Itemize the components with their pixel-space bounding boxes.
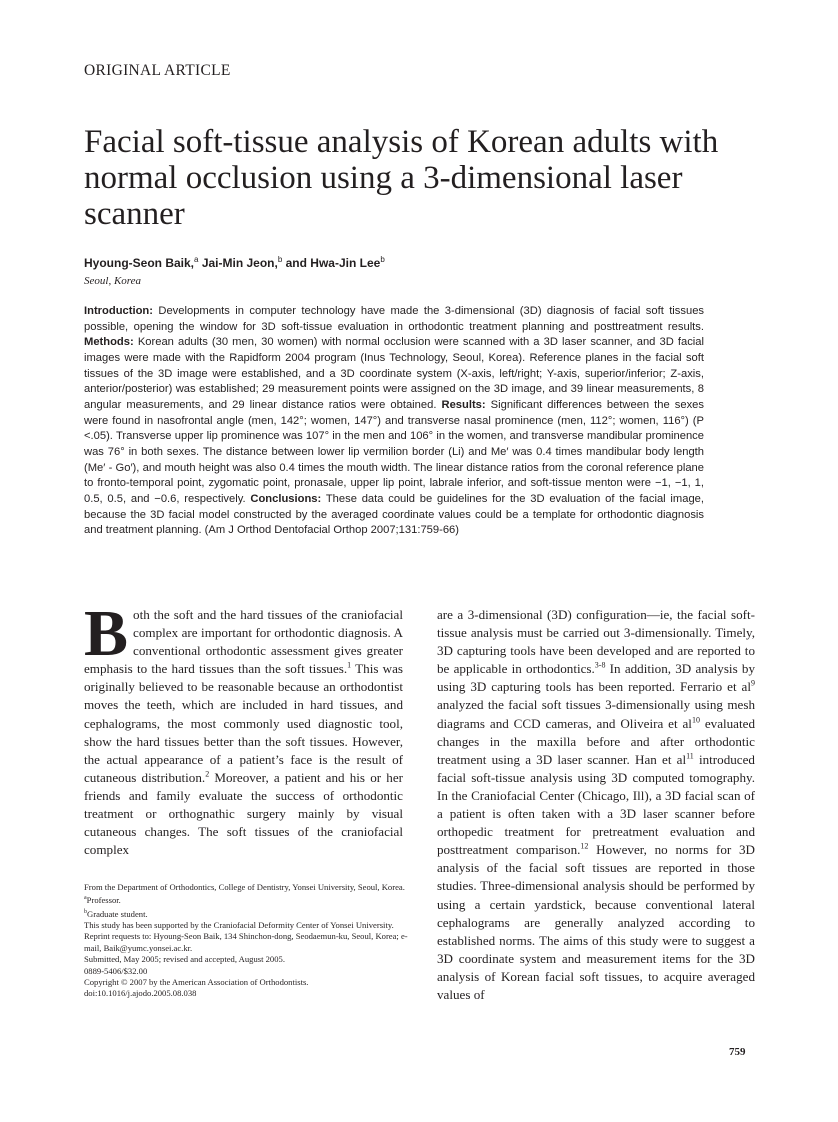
author-name: and Hwa-Jin Lee — [285, 256, 381, 270]
abstract-intro-text: Developments in computer technology have made the 3-dimensional (3D) diagnosis of facial soft tissues possible, opening the window for 3D soft-tissue evaluation in orthodontic treatment planning and posttreatment results. — [84, 305, 705, 333]
abstract-results-text: Significant differences between the sexes were found in nasofrontal angle (men, 142°; women, 147°) and transverse nasal prominence (men, 112°; women, 116°) (P <.05). Transverse upper lip prominence was 107° in the men and 106° in the women, and transverse mandibular prominence was 76° in both sexes. The distance between lower lip vermilion border (Li) and Me′ was 0.4 times mandibular body length (Me′ - Go′), and mouth height was also 0.4 times the mouth width. The linear distance ratios from the coronal reference plane to fronto-temporal point, zygomatic point, pronasale, upper lip point, labrale inferior, and soft-tissue menton were −1, −1, 1, 0.5, 0.5, and −0.6, respectively. — [84, 398, 704, 505]
author-name: Jai-Min Jeon, — [201, 256, 278, 270]
body-text: oth the soft and the hard tissues of the craniofacial complex are important for orthodontic diagnosis. A conventional orthodontic assessment gives greater emphasis to the hard tissues than the soft tissues. — [84, 607, 403, 677]
page-number: 759 — [729, 1046, 746, 1058]
abstract-methods-text: Korean adults (30 men, 30 women) with normal occlusion were scanned with a 3D laser scanner, and 3D facial images were made with the Rapidform 2004 program (Inus Technology, Seoul, Korea). Reference planes in the facial soft tissues of the 3D image were established, and a 3D coordinate system (X-axis, left/right; Y-axis, superior/inferior; Z-axis, anterior/posterior) was established; 29 measurement points were assigned on the 3D image, and 39 linear measurements, 8 angular measurements, and 29 linear distance ratios were obtained. — [84, 336, 704, 411]
footnote-price: 0889-5406/$32.00 — [84, 965, 148, 976]
citation-ref[interactable]: 9 — [751, 679, 755, 689]
footnote-support: This study has been supported by the Craniofacial Deformity Center of Yonsei University. — [84, 919, 394, 930]
body-text: In addition, 3D analysis by using 3D capturing tools has been reported. Ferrario et al — [437, 661, 755, 695]
body-text: Moreover, a patient and his or her friends and family evaluate the success of orthodontic treatment or orthognathic surgery mainly by visual cutaneous changes. The soft tissues of the craniofacial complex — [84, 769, 403, 858]
body-text: However, no norms for 3D analysis of the facial soft tissues are reported in those studies. Three-dimensional analysis should be performed by using a certain yardstick, because conventional lateral cephalograms are generally analyzed according to established norms. The aims of this study were to suggest a 3D coordinate system and measurement items for the 3D analysis of Korean facial soft tissues, to acquire averaged values of — [437, 842, 755, 1002]
affiliation-mark: a — [194, 255, 199, 264]
citation-ref[interactable]: 2 — [205, 769, 210, 779]
article-title: Facial soft-tissue analysis of Korean adults with normal occlusion using a 3-dimensional laser scanner — [84, 124, 719, 232]
footnote-role-b: $^b$Graduate student. — [84, 908, 148, 919]
author-list — [84, 255, 385, 270]
footnotes — [84, 882, 409, 1000]
citation-ref[interactable]: 1 — [347, 660, 352, 670]
citation-ref[interactable]: 11 — [686, 751, 694, 761]
body-text: analyzed the facial soft tissues 3-dimensionally using mesh diagrams and CCD cameras, and Oliveira et al — [437, 697, 755, 731]
citation-ref[interactable]: 12 — [580, 841, 589, 851]
abstract-methods-label: Methods: — [84, 336, 134, 349]
citation-ref[interactable]: 10 — [691, 715, 700, 725]
abstract-intro-label: Introduction: — [84, 305, 153, 317]
footnote-copyright: Copyright © 2007 by the American Association of Orthodontists. — [84, 976, 309, 987]
affiliation-mark: b — [380, 255, 385, 264]
abstract-conclusions-label: Conclusions: — [250, 492, 322, 505]
footnote-affiliation: From the Department of Orthodontics, College of Dentistry, Yonsei University, Seoul, Korea. — [84, 882, 405, 892]
abstract-conclusions-text: These data could be guidelines for the 3D evaluation of the facial image, because the 3D facial model constructed by the averaged coordinate values could be a template for orthodontic diagnosis and treatment planning. (Am J Orthod Dentofacial Orthop 2007;131:759-66) — [84, 492, 705, 537]
body-text: introduced facial soft-tissue analysis using 3D computed tomography. In the Craniofacial Center (Chicago, Ill), a 3D facial scan of a patient is often taken with a 3D laser scanner before orthopedic treatment for pretreatment evaluation and posttreatment comparison. — [437, 751, 755, 858]
drop-cap: B — [84, 597, 129, 670]
author-location: Seoul, Korea — [84, 275, 142, 287]
abstract-results-label: Results: — [441, 398, 486, 411]
affiliation-mark: b — [277, 255, 283, 264]
footnote-submitted: Submitted, May 2005; revised and accepted, August 2005. — [84, 954, 285, 965]
body-text: are a 3-dimensional (3D) configuration—ie, the facial soft-tissue analysis must be carried out 3-dimensionally. Timely, 3D capturing tools have been developed and are reported to be applicable in orthodontics. — [437, 607, 755, 677]
footnote-doi[interactable]: doi:10.1016/j.ajodo.2005.08.038 — [84, 988, 197, 999]
body-text: evaluated changes in the maxilla before and after orthodontic treatment using a 3D laser scanner. Han et al — [437, 715, 755, 767]
body-column-left — [84, 597, 403, 859]
footnote-role-a: $^a$Professor. — [84, 895, 121, 906]
footnote-reprint: Reprint requests to: Hyoung-Seon Baik, 134 Shinchon-dong, Seodaemun-ku, Seoul, Korea; e-mail, Baik@yumc.yonsei.ac.kr. — [84, 931, 408, 953]
abstract — [84, 304, 704, 539]
body-column-right — [437, 606, 755, 1004]
citation-ref[interactable]: 3-8 — [594, 660, 606, 670]
section-label: ORIGINAL ARTICLE — [84, 62, 231, 79]
body-text: This was originally believed to be reasonable because an orthodontist moves the teeth, which are included in hard tissues, and cephalograms, the most commonly used diagnostic tool, show the hard tissues better than the soft tissues. However, the actual appearance of a patient’s face is the result of cutaneous distribution. — [84, 661, 403, 785]
author-name: Hyoung-Seon Baik, — [84, 256, 195, 270]
